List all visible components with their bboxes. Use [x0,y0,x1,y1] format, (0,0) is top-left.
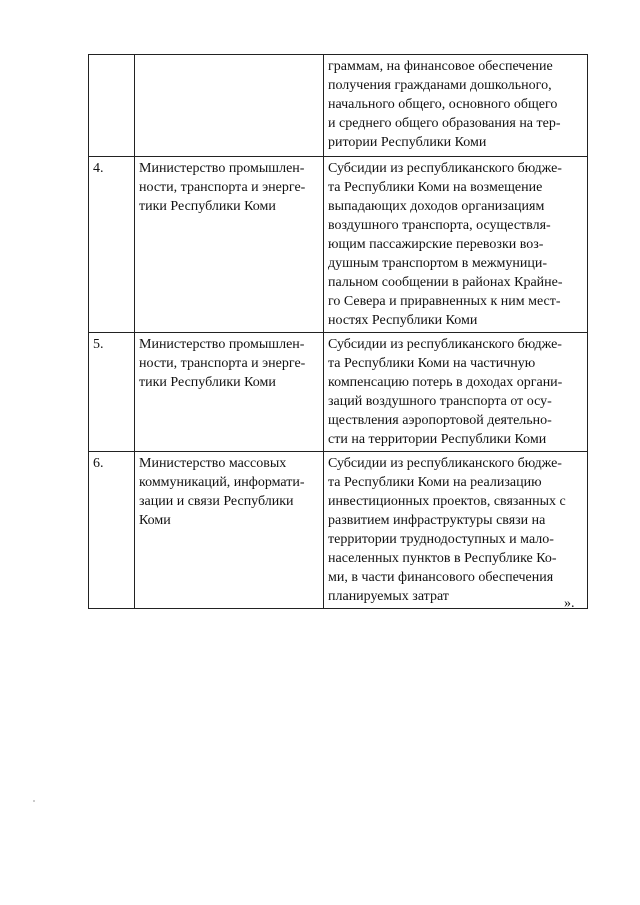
table-row [89,333,588,452]
subsidy-description: Субсидии из республиканского бюдже- та Республики Коми на реализацию инвестиционных проектов, связанных с развитием инфраструктуры связи на территории труднодоступных и мало- населенных пунктов в Республике Ко- ми, в части финансового обеспечения планируемых затрат [324,452,588,609]
table-row [89,452,588,609]
row-number: 6. [89,452,135,609]
ministry-name: Министерство промышлен- ности, транспорта и энерге- тики Республики Коми [135,157,324,333]
ministry-name: Министерство массовых коммуникаций, информати- зации и связи Республики Коми [135,452,324,609]
subsidy-table [88,54,588,609]
subsidy-description: граммам, на финансовое обеспечение получения гражданами дошкольного, начального общего, основного общего и среднего общего образования на тер- ритории Республики Коми [324,55,588,157]
table-row [89,157,588,333]
ministry-name [135,55,324,157]
subsidy-description: Субсидии из республиканского бюдже- та Республики Коми на частичную компенсацию потерь в доходах органи- заций воздушного транспорта от осу- ществления аэропортовой деятельно- сти на территории Республики Коми [324,333,588,452]
ministry-name: Министерство промышлен- ности, транспорта и энерге- тики Республики Коми [135,333,324,452]
row-number: 5. [89,333,135,452]
subsidy-description: Субсидии из республиканского бюдже- та Республики Коми на возмещение выпадающих доходов организациям воздушного транспорта, осуществля- ющим пассажирские перевозки воз- душным транспортом в межмуници- пальном сообщении в районах Крайне- го Севера и приравненных к ним мест- ностях Республики Коми [324,157,588,333]
row-number [89,55,135,157]
closing-quote: ». [564,596,575,611]
scan-speck [33,800,35,802]
table-row [89,55,588,157]
row-number: 4. [89,157,135,333]
